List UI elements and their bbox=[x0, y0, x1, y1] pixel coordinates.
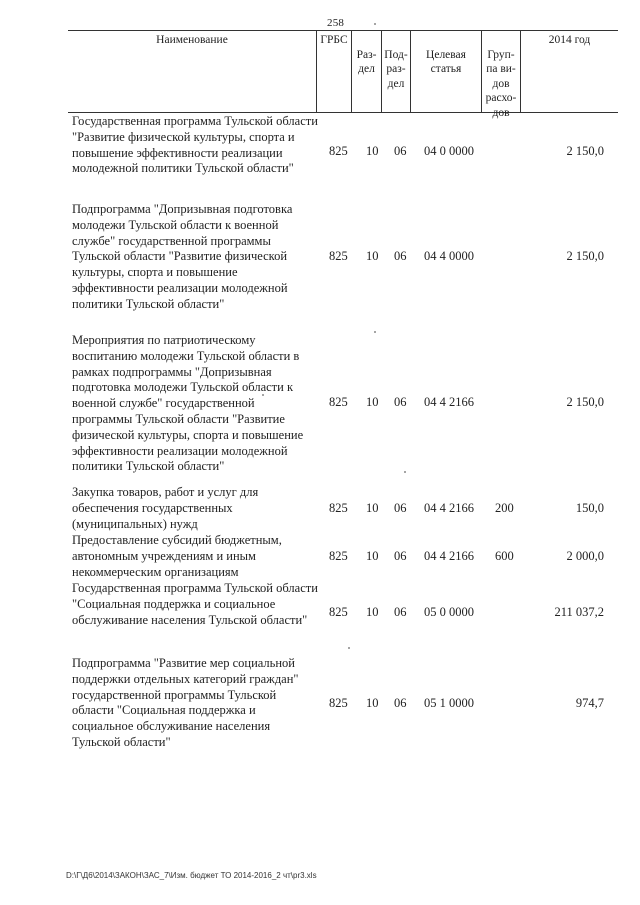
row-grbs: 825 bbox=[329, 549, 348, 563]
row-celevaya-statya: 04 4 0000 bbox=[424, 249, 474, 263]
header-razdel-label: Раз- дел bbox=[356, 48, 377, 75]
header-name-label: Наименование bbox=[156, 34, 228, 46]
row-name: Подпрограмма "Развитие мер социальной поддержки отдельных категорий граждан" государственной программы Тульской области "Социальная поддержка и социальное обслуживание населения Тульской области" bbox=[72, 656, 299, 749]
row-podrazdel: 06 bbox=[394, 249, 407, 263]
row-celevaya-statya: 04 0 0000 bbox=[424, 144, 474, 158]
row-grbs: 825 bbox=[329, 144, 348, 158]
row-sum: 2 000,0 bbox=[566, 549, 604, 563]
table-row bbox=[72, 202, 612, 316]
row-celevaya-statya: 04 4 2166 bbox=[424, 501, 474, 515]
row-grbs: 825 bbox=[329, 696, 348, 710]
row-razdel: 10 bbox=[366, 249, 379, 263]
row-sum: 2 150,0 bbox=[566, 395, 604, 409]
row-podrazdel: 06 bbox=[394, 395, 407, 409]
row-sum: 150,0 bbox=[575, 501, 604, 515]
row-celevaya-statya: 04 4 2166 bbox=[424, 549, 474, 563]
row-name: Государственная программа Тульской области "Социальная поддержка и социальное обслуживание населения Тульской области" bbox=[72, 581, 318, 627]
row-grbs: 825 bbox=[329, 395, 348, 409]
row-sum: 974,7 bbox=[575, 696, 604, 710]
scan-speck bbox=[348, 647, 350, 649]
row-razdel: 10 bbox=[366, 395, 379, 409]
row-podrazdel: 06 bbox=[394, 605, 407, 619]
header-grbs-label: ГРБС bbox=[320, 34, 348, 46]
row-name: Подпрограмма "Допризывная подготовка молодежи Тульской области к военной службе" государственной программы Тульской области "Развитие физической культуры, спорта и повышение эффективности реализации молодежной политики Тульской области" bbox=[72, 202, 293, 311]
scan-speck bbox=[404, 471, 406, 473]
scan-speck bbox=[374, 331, 376, 333]
header-celevaya-statya-label: Целевая статья bbox=[426, 48, 466, 75]
row-celevaya-statya: 05 1 0000 bbox=[424, 696, 474, 710]
row-podrazdel: 06 bbox=[394, 549, 407, 563]
row-podrazdel: 06 bbox=[394, 144, 407, 158]
row-grbs: 825 bbox=[329, 501, 348, 515]
table-row bbox=[72, 533, 612, 581]
row-celevaya-statya: 04 4 2166 bbox=[424, 395, 474, 409]
table-row bbox=[72, 485, 612, 533]
row-celevaya-statya: 05 0 0000 bbox=[424, 605, 474, 619]
row-sum: 2 150,0 bbox=[566, 249, 604, 263]
header-podrazdel bbox=[382, 31, 411, 112]
row-grbs: 825 bbox=[329, 249, 348, 263]
header-celevaya-statya bbox=[411, 31, 482, 112]
page-number: 258 bbox=[327, 17, 345, 29]
row-razdel: 10 bbox=[366, 696, 379, 710]
table-row bbox=[72, 581, 612, 645]
scan-speck bbox=[374, 23, 376, 25]
row-sum: 2 150,0 bbox=[566, 144, 604, 158]
header-podrazdel-label: Под- раз- дел bbox=[384, 48, 408, 90]
row-razdel: 10 bbox=[366, 501, 379, 515]
table-row bbox=[72, 656, 612, 754]
row-razdel: 10 bbox=[366, 144, 379, 158]
header-name bbox=[68, 31, 317, 112]
table-row bbox=[72, 333, 612, 478]
header-year-label: 2014 год bbox=[548, 34, 591, 46]
table-header bbox=[68, 30, 618, 119]
row-podrazdel: 06 bbox=[394, 501, 407, 515]
header-gruppa-vidov-label: Груп- па ви- дов расхо- дов bbox=[485, 48, 517, 119]
row-vid-raskhodov: 600 bbox=[495, 549, 514, 563]
row-podrazdel: 06 bbox=[394, 696, 407, 710]
row-razdel: 10 bbox=[366, 549, 379, 563]
header-grbs bbox=[317, 31, 352, 112]
header-gruppa-vidov bbox=[482, 31, 521, 119]
row-name: Предоставление субсидий бюджетным, автономным учреждениям и иным некоммерческим организациям bbox=[72, 533, 282, 579]
header-year bbox=[521, 31, 618, 112]
row-vid-raskhodov: 200 bbox=[495, 501, 514, 515]
table-row bbox=[72, 114, 612, 194]
scan-speck bbox=[262, 394, 264, 396]
row-sum: 211 037,2 bbox=[554, 605, 604, 619]
file-path-footer: D:\Г\Д6\2014\ЗАКОН\ЗАС_7\Изм. бюджет ТО 2014-2016_2 чт\pr3.xls bbox=[66, 871, 317, 880]
row-name: Государственная программа Тульской области "Развитие физической культуры, спорта и повышение эффективности реализации молодежной политики Тульской области" bbox=[72, 114, 318, 176]
header-razdel bbox=[352, 31, 382, 112]
row-name: Закупка товаров, работ и услуг для обеспечения государственных (муниципальных) нужд bbox=[72, 485, 259, 531]
row-name: Мероприятия по патриотическому воспитанию молодежи Тульской области в рамках подпрограммы "Допризывная подготовка молодежи Тульской области к военной службе" государственной программы Тульской области "Развитие физической культуры, спорта и повышение эффективности реализации молодежной политики Тульской области" bbox=[72, 333, 304, 474]
row-razdel: 10 bbox=[366, 605, 379, 619]
row-grbs: 825 bbox=[329, 605, 348, 619]
